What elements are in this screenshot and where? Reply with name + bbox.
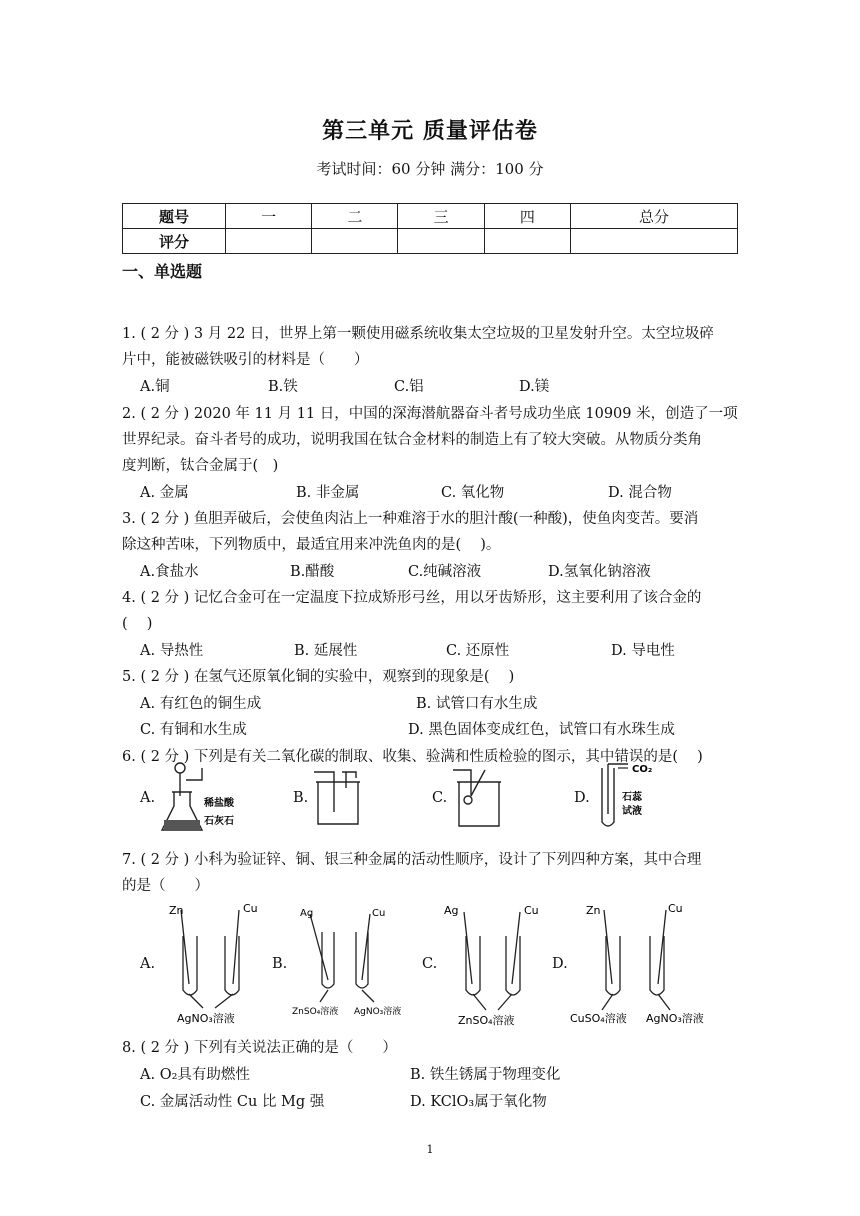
option-d: D. [574, 790, 590, 806]
question-5-line: 5. ( 2 分 ) 在氢气还原氧化铜的实验中，观察到的现象是( ) [122, 669, 515, 685]
score-cell: 一 [226, 204, 312, 229]
score-cell: 评分 [123, 229, 226, 254]
page-title: 第三单元 质量评估卷 [322, 118, 538, 144]
option-a: A. [140, 956, 156, 972]
label-cu: Cu [668, 902, 683, 915]
option-b: B. 非金属 [296, 485, 360, 501]
label-solution: ZnSO₄溶液 [458, 1014, 515, 1027]
question-4-line: 4. ( 2 分 ) 记忆合金可在一定温度下拉成矫形弓丝，用以牙齿矫形，这主要利用了该合金的 [122, 590, 702, 606]
page-number: 1 [426, 1143, 434, 1156]
option-c: C.纯碱溶液 [408, 564, 482, 580]
question-3-line: 3. ( 2 分 ) 鱼胆弄破后，会使鱼肉沾上一种难溶于水的胆汁酸(一种酸)，使鱼肉变苦。要消 [122, 511, 699, 527]
score-input-cell [398, 229, 484, 254]
label-zn: Zn [169, 904, 184, 917]
option-b: B.醋酸 [290, 564, 335, 580]
litmus-test-figure [594, 760, 664, 832]
score-cell: 三 [398, 204, 484, 229]
section-heading: 一、单选题 [122, 262, 203, 281]
score-input-cell [570, 229, 737, 254]
option-d: D.氢氧化钠溶液 [548, 564, 651, 580]
question-8-line: 8. ( 2 分 ) 下列有关说法正确的是（ ） [122, 1040, 397, 1056]
question-6-line: 6. ( 2 分 ) 下列是有关二氧化碳的制取、收集、验满和性质检验的图示，其中错误的是( ) [122, 749, 703, 765]
test-tubes-figure-a [163, 898, 263, 1028]
label-solution: AgNO₃溶液 [354, 1007, 402, 1017]
label-cu: Cu [372, 908, 386, 919]
score-table-score-row [123, 229, 738, 254]
score-cell: 四 [484, 204, 570, 229]
option-c: C. [422, 956, 438, 972]
option-d: D. [552, 956, 568, 972]
option-a: A. 金属 [140, 485, 189, 501]
option-a: A. 导热性 [140, 643, 204, 659]
option-a: A. 有红色的铜生成 [140, 696, 262, 712]
question-7-line: 的是（ ） [122, 878, 209, 894]
option-d: D. KClO₃属于氧化物 [410, 1094, 547, 1110]
question-7-line: 7. ( 2 分 ) 小科为验证锌、铜、银三种金属的活动性顺序，设计了下列四种方案，其中合理 [122, 852, 702, 868]
label-cu: Cu [243, 902, 258, 915]
score-input-cell [484, 229, 570, 254]
option-b: B. 铁生锈属于物理变化 [410, 1067, 561, 1083]
option-b: B. 延展性 [294, 643, 358, 659]
label-solution: ZnSO₄溶液 [292, 1007, 339, 1017]
label-solution: 试液 [622, 806, 642, 817]
score-input-cell [226, 229, 312, 254]
gas-collection-figure [312, 768, 364, 828]
label-dilute-hcl: 稀盐酸 [204, 798, 234, 809]
exam-info: 考试时间：60 分钟 满分：100 分 [316, 160, 544, 178]
label-litmus: 石蕊 [622, 792, 642, 803]
option-a: A. O₂具有助燃性 [140, 1067, 250, 1083]
option-b: B. [272, 956, 288, 972]
label-solution: CuSO₄溶液 [570, 1012, 627, 1025]
option-a: A.食盐水 [140, 564, 199, 580]
score-cell: 题号 [123, 204, 226, 229]
test-tubes-figure-b [290, 902, 416, 1022]
test-tubes-figure-d [568, 898, 720, 1028]
label-ag: Ag [300, 908, 314, 919]
test-tubes-figure-c [440, 898, 550, 1028]
option-d: D. 导电性 [611, 643, 675, 659]
option-b: B. [293, 790, 309, 806]
option-d: D. 黑色固体变成红色，试管口有水珠生成 [408, 722, 675, 738]
label-co2: CO₂ [632, 764, 653, 775]
score-cell: 总分 [570, 204, 737, 229]
question-3-line: 除这种苦味，下列物质中，最适宜用来冲洗鱼肉的是( )。 [122, 537, 501, 553]
label-cu: Cu [524, 904, 539, 917]
score-table-header-row [123, 204, 738, 229]
label-limestone: 石灰石 [204, 816, 234, 827]
option-c: C.铝 [394, 379, 424, 395]
label-ag: Ag [444, 904, 459, 917]
option-d: D. 混合物 [608, 485, 672, 501]
question-1-line: 1. ( 2 分 ) 3 月 22 日，世界上第一颗使用磁系统收集太空垃圾的卫星发射升空。太空垃圾碎 [122, 326, 714, 342]
option-b: B. 试管口有水生成 [416, 696, 538, 712]
option-c: C. 氧化物 [441, 485, 505, 501]
label-solution: AgNO₃溶液 [646, 1012, 704, 1025]
label-solution: AgNO₃溶液 [177, 1012, 235, 1025]
label-zn: Zn [586, 904, 601, 917]
option-c: C. 还原性 [446, 643, 510, 659]
score-cell: 二 [312, 204, 398, 229]
co2-check-full-figure [451, 766, 507, 830]
score-input-cell [312, 229, 398, 254]
question-2-line: 2. ( 2 分 ) 2020 年 11 月 11 日，中国的深海潜航器奋斗者号成功坐底 10909 米，创造了一项 [122, 406, 738, 422]
question-2-line: 世界纪录。奋斗者号的成功，说明我国在钛合金材料的制造上有了较大突破。从物质分类角 [122, 432, 702, 448]
question-1-line: 片中，能被磁铁吸引的材料是（ ） [122, 352, 369, 368]
co2-generator-figure [158, 760, 234, 836]
question-4-line: ( ) [122, 616, 153, 632]
option-b: B.铁 [268, 379, 298, 395]
option-d: D.镁 [519, 379, 550, 395]
option-a: A. [140, 790, 156, 806]
option-a: A.铜 [140, 379, 170, 395]
option-c: C. [432, 790, 448, 806]
question-2-line: 度判断，钛合金属于( ) [122, 458, 279, 474]
score-table [122, 203, 738, 254]
option-c: C. 金属活动性 Cu 比 Mg 强 [140, 1094, 325, 1110]
option-c: C. 有铜和水生成 [140, 722, 247, 738]
